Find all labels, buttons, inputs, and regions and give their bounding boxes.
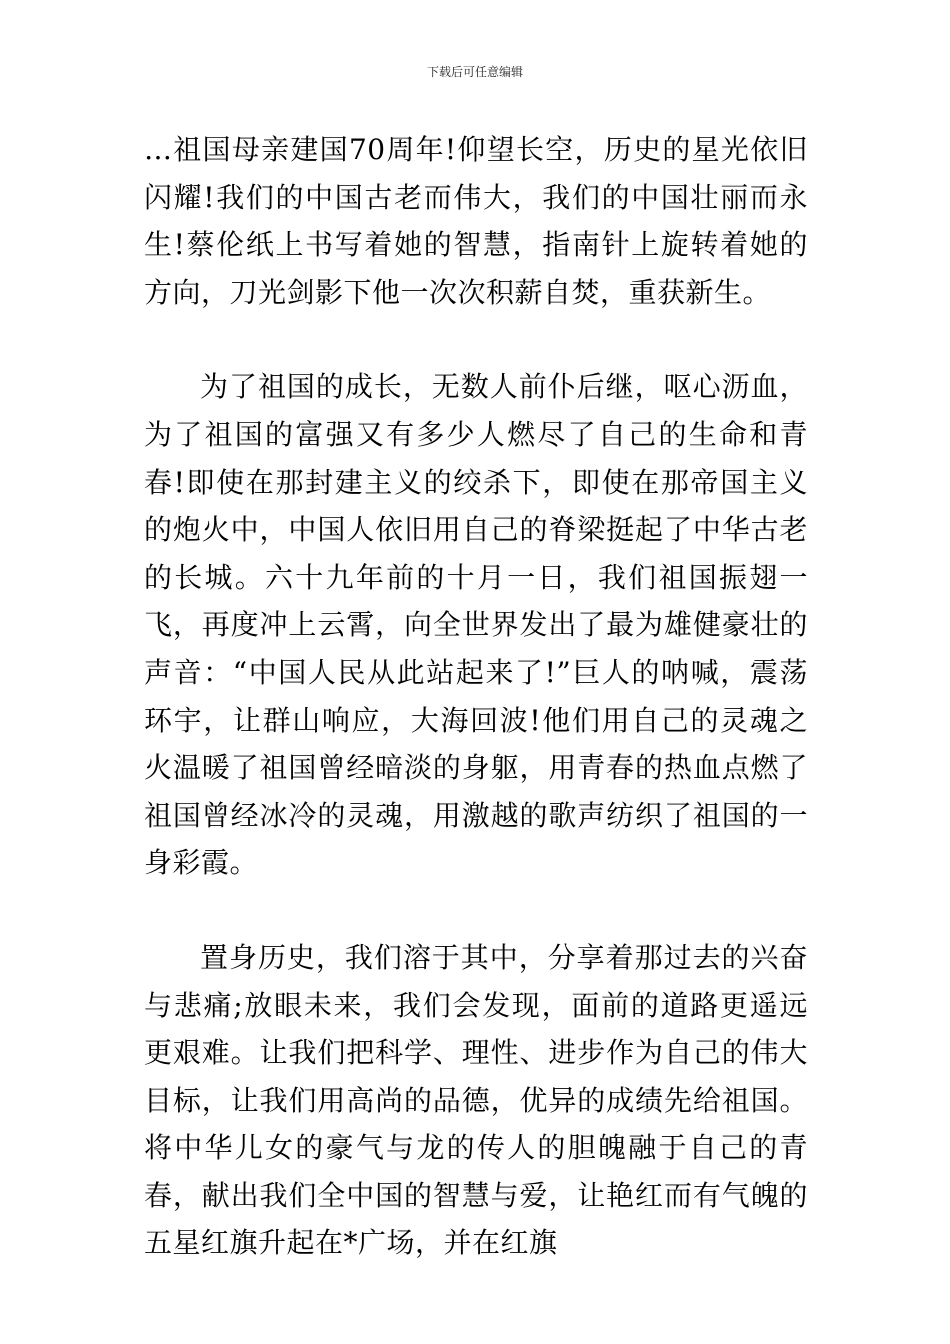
document-body [144,126,808,1267]
paragraph-1: …祖国母亲建国70周年!仰望长空，历史的星光依旧闪耀!我们的中国古老而伟大，我们的中国壮丽而永生!蔡伦纸上书写着她的智慧，指南针上旋转着她的方向，刀光剑影下他一次次积薪自焚，重获新生。 [144,133,808,309]
paragraph-3: 置身历史，我们溶于其中，分享着那过去的兴奋与悲痛;放眼未来，我们会发现，面前的道路更遥远更艰难。让我们把科学、理性、进步作为自己的伟大目标，让我们用高尚的品德，优异的成绩先给祖国。将中华儿女的豪气与龙的传人的胆魄融于自己的青春，献出我们全中国的智慧与爱，让艳红而有气魄的五星红旗升起在*广场，并在红旗 [144,940,808,1260]
paragraph-2: 为了祖国的成长，无数人前仆后继，呕心沥血，为了祖国的富强又有多少人燃尽了自己的生命和青春!即使在那封建主义的绞杀下，即使在那帝国主义的炮火中，中国人依旧用自己的脊梁挺起了中华古老的长城。六十九年前的十月一日，我们祖国振翅一飞，再度冲上云霄，向全世界发出了最为雄健豪壮的声音：“中国人民从此站起来了!”巨人的呐喊，震荡环宇，让群山响应，大海回波!他们用自己的灵魂之火温暖了祖国曾经暗淡的身躯，用青春的热血点燃了祖国曾经冰冷的灵魂，用激越的歌声纺织了祖国的一身彩霞。 [144,370,808,880]
page-header: 下载后可任意编辑 [426,65,523,79]
